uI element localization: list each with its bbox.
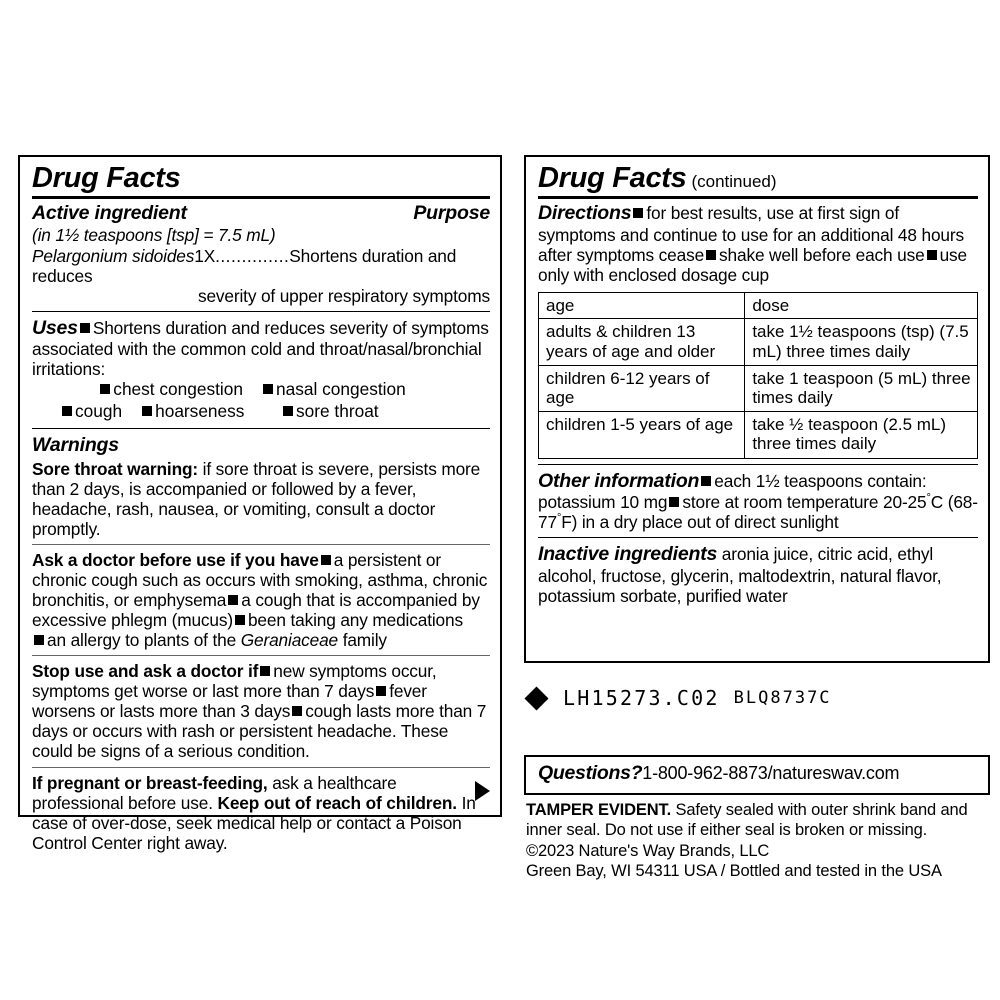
uses-bullet-1: nasal congestion [276, 379, 406, 400]
pregnant-label: If pregnant or breast-feeding, [32, 772, 268, 793]
tamper-evident-text: Safety sealed with outer shrink band and inner seal. Do not use if either seal is broken or missing. [526, 801, 968, 840]
dose-basis: (in 1½ teaspoons [tsp] = 7.5 mL) [32, 225, 276, 246]
directions-item-2: shake well before each use [719, 245, 925, 266]
lot-code-line [528, 686, 988, 710]
sore-throat-label: Sore throat warning: [32, 458, 198, 479]
table-header-row [539, 293, 978, 319]
keep-out-label: Keep out of reach of children. [217, 792, 457, 813]
pregnant-text: ask a healthcare professional before use. [32, 772, 397, 813]
uses-bullet-3: hoarseness [155, 401, 245, 422]
bullet-square-icon [376, 686, 386, 696]
uses-bullet-0: chest congestion [113, 379, 243, 400]
pregnancy-keepout-block [32, 773, 490, 853]
bullet-square-icon [706, 250, 716, 260]
other-information-block [538, 470, 978, 533]
right-panel-title [538, 163, 978, 193]
divider [32, 544, 490, 545]
right-panel-title-continued: (continued) [691, 172, 777, 191]
right-panel-title-text: Drug Facts [538, 162, 687, 194]
directions-label: Directions [538, 202, 632, 225]
directions-item-3: use only with enclosed dosage cup [538, 245, 967, 286]
divider [32, 311, 490, 312]
continuation-arrow-icon [475, 781, 490, 801]
bullet-square-icon [228, 595, 238, 605]
ask-doctor-item-4-post: family [342, 630, 387, 651]
bullet-square-icon [235, 615, 245, 625]
table-header-dose: dose [745, 293, 978, 319]
tamper-evident-line [526, 800, 996, 841]
ask-doctor-item-4-pre: an allergy to plants of the [47, 630, 237, 651]
table-cell-dose: take 1 teaspoon (5 mL) three times daily [745, 365, 978, 411]
drug-facts-panel-left [18, 155, 502, 853]
address-line: Green Bay, WI 54311 USA / Bottled and tested in the USA [526, 861, 942, 880]
ask-doctor-item-1: a persistent or chronic cough such as occurs with smoking, asthma, chronic bronchitis, or emphysema [32, 549, 488, 611]
bullet-square-icon [283, 406, 293, 416]
stop-use-item-1: new symptoms occur, symptoms get worse or last more than 7 days [32, 661, 437, 702]
table-cell-age: adults & children 13 years of age and older [539, 319, 745, 365]
divider [538, 464, 978, 465]
divider [32, 428, 490, 429]
keep-out-text: In case of over-dose, seek medical help or contact a Poison Control Center right away. [32, 792, 476, 853]
stop-use-label: Stop use and ask a doctor if [32, 661, 259, 682]
questions-label: Questions? [538, 762, 643, 784]
divider [32, 196, 490, 199]
degree-symbol: ° [926, 492, 931, 505]
uses-bullet-list [32, 379, 490, 422]
bullet-square-icon [142, 406, 152, 416]
inactive-ingredients-label: Inactive ingredients [538, 543, 718, 566]
directions-item-1: for best results, use at first sign of symptoms and continue to use for an additional 48 hours after symptoms cease [538, 203, 964, 266]
stop-use-item-3: cough lasts more than 7 days or occurs with rash or persistent headache. These could be signs of a serious condition. [32, 701, 487, 762]
bullet-square-icon [80, 323, 90, 333]
divider [32, 767, 490, 768]
questions-separator: / [767, 763, 773, 783]
table-cell-age: children 6-12 years of age [539, 365, 745, 411]
stop-use-item-2: fever worsens or lasts more than 3 days [32, 681, 427, 722]
ask-doctor-item-4-genus: Geraniaceae [240, 630, 339, 651]
sore-throat-warning [32, 459, 490, 539]
bullet-square-icon [62, 406, 72, 416]
purpose-label: Purpose [413, 202, 490, 225]
lot-code-primary: LH15273.C02 [563, 686, 720, 710]
drug-facts-panel-right [524, 155, 990, 663]
bullet-square-icon [100, 384, 110, 394]
stop-use-block [32, 661, 490, 761]
uses-label: Uses [32, 316, 78, 339]
bullet-square-icon [927, 250, 937, 260]
warnings-label: Warnings [32, 433, 119, 456]
copyright-line: ©2023 Nature's Way Brands, LLC [526, 841, 770, 860]
uses-text: Shortens duration and reduces severity of symptoms associated with the common cold and throat/nasal/bronchial irritations: [32, 317, 489, 380]
other-information-item-2c: F) in a dry place out of direct sunlight [561, 512, 839, 533]
bullet-square-icon [321, 555, 331, 565]
bullet-square-icon [292, 706, 302, 716]
active-ingredient-label: Active ingredient [32, 202, 187, 225]
table-cell-dose: take ½ teaspoon (2.5 mL) three times daily [745, 412, 978, 458]
ask-doctor-item-3: been taking any medications [247, 610, 463, 631]
bullet-square-icon [701, 476, 711, 486]
divider [32, 655, 490, 656]
active-ingredient-header-row [32, 202, 490, 225]
questions-phone[interactable]: 1-800-962-8873 [642, 763, 768, 783]
ask-doctor-item-2: a cough that is accompanied by excessive phlegm (mucus) [32, 590, 480, 631]
other-information-item-1: each 1½ teaspoons contain: potassium 10 mg [538, 470, 927, 513]
table-row [539, 319, 978, 365]
bullet-square-icon [633, 208, 643, 218]
lot-code-secondary: BLQ8737C [733, 688, 832, 708]
bullet-square-icon [669, 497, 679, 507]
inactive-ingredients-block [538, 543, 978, 606]
uses-bullet-4: sore throat [296, 401, 379, 422]
inactive-ingredients-text: aronia juice, citric acid, ethyl alcohol, fructose, glycerin, maltodextrin, natural flavor, potassium sorbate, purified water [538, 544, 942, 607]
uses-block [32, 317, 490, 380]
ask-doctor-label: Ask a doctor before use if you have [32, 549, 319, 570]
divider [538, 537, 978, 538]
diamond-icon [524, 686, 548, 710]
purpose-line-1: Shortens duration and reduces [32, 245, 457, 286]
uses-bullet-2: cough [75, 401, 123, 422]
degree-symbol: ° [556, 512, 562, 525]
other-information-item-2: store at room temperature 20-25 [682, 492, 927, 513]
left-panel-title [32, 163, 490, 193]
purpose-line-2: severity of upper respiratory symptoms [197, 285, 490, 306]
ingredient-name: Pelargonium sidoides [32, 245, 195, 266]
other-information-label: Other information [538, 469, 700, 492]
bullet-square-icon [34, 635, 44, 645]
footer-block [526, 800, 996, 881]
table-row [539, 412, 978, 458]
bullet-square-icon [263, 384, 273, 394]
questions-panel [524, 755, 990, 795]
table-header-age: age [539, 293, 745, 319]
tamper-evident-label: TAMPER EVIDENT. [526, 801, 672, 819]
ingredient-dots: .............. [215, 245, 290, 266]
ingredient-strength: 1X [194, 245, 216, 266]
divider [538, 196, 978, 199]
ask-doctor-block [32, 550, 490, 650]
left-panel-title-text: Drug Facts [32, 162, 181, 194]
other-information-item-2b: C (68-77 [538, 492, 978, 533]
questions-website[interactable]: natureswav.com [772, 763, 900, 783]
bullet-square-icon [260, 666, 270, 676]
table-cell-dose: take 1½ teaspoons (tsp) (7.5 mL) three times daily [745, 319, 978, 365]
table-cell-age: children 1-5 years of age [539, 412, 745, 458]
directions-block [538, 202, 978, 285]
active-ingredient-line [32, 246, 490, 286]
sore-throat-text: if sore throat is severe, persists more than 2 days, is accompanied or followed by a fever, headache, rash, nausea, or vomiting, consult a doctor promptly. [32, 458, 481, 539]
table-row [539, 365, 978, 411]
dosage-table [538, 292, 978, 458]
